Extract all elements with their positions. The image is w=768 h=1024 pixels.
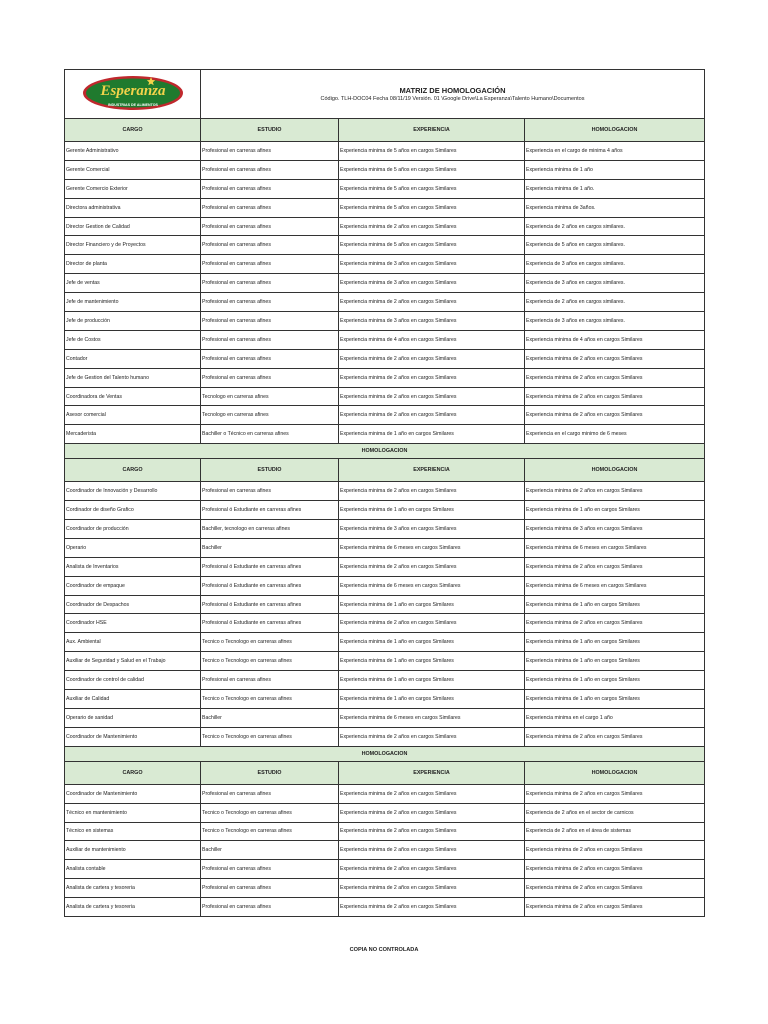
header-row [65, 70, 705, 119]
cell-cargo: Jefe de mantenimiento [65, 293, 201, 312]
section-band-label: HOMOLOGACION [65, 444, 705, 459]
cell-estudio: Tecnico o Tecnologo en carreras afines [201, 633, 339, 652]
section-band-label: HOMOLOGACION [65, 746, 705, 761]
cell-estudio: Bachiller o Técnico en carreras afines [201, 425, 339, 444]
cell-experiencia: Experiencia minima de 2 años en cargos Similares [339, 841, 525, 860]
column-header-estudio: ESTUDIO [201, 459, 339, 482]
cell-homologacion: Experiencia minima de 1 año en cargos Similares [525, 633, 705, 652]
cell-cargo: Gerente Administrativo [65, 142, 201, 161]
cell-experiencia: Experiencia minima de 2 años en cargos Similares [339, 879, 525, 898]
cell-experiencia: Experiencia minima de 2 años en cargos Similares [339, 482, 525, 501]
cell-cargo: Auxiliar de mantenimiento [65, 841, 201, 860]
document [64, 69, 704, 917]
cell-homologacion: Experiencia de 2 años en el área de sistemas [525, 822, 705, 841]
cell-homologacion: Experiencia minima de 4 años en cargos Similares [525, 330, 705, 349]
cell-estudio: Tecnologo en carreras afines [201, 387, 339, 406]
cell-estudio: Bachiller, tecnologo en carreras afines [201, 520, 339, 539]
column-header-homologacion: HOMOLOGACION [525, 119, 705, 142]
cell-homologacion: Experiencia de 5 años en cargos similares. [525, 236, 705, 255]
cell-homologacion: Experiencia minima de 6 meses en cargos Similares [525, 538, 705, 557]
logo-subtext: INDUSTRIAS DE ALIMENTOS [107, 103, 158, 107]
column-header-row [65, 761, 705, 784]
cell-cargo: Director Gestion de Calidad [65, 217, 201, 236]
cell-estudio: Profesional en carreras afines [201, 179, 339, 198]
cell-experiencia: Experiencia minima de 1 año en cargos Similares [339, 690, 525, 709]
cell-estudio: Bachiller [201, 538, 339, 557]
cell-experiencia: Experiencia minima de 3 años en cargos Similares [339, 312, 525, 331]
cell-estudio: Profesional ó Estudiante en carreras afines [201, 595, 339, 614]
table-row [65, 349, 705, 368]
column-header-estudio: ESTUDIO [201, 761, 339, 784]
cell-cargo: Jefe de Gestion del Talento humano [65, 368, 201, 387]
company-logo [81, 73, 185, 113]
cell-experiencia: Experiencia minima de 5 años en cargos Similares [339, 198, 525, 217]
cell-experiencia: Experiencia minima de 3 años en cargos Similares [339, 274, 525, 293]
cell-homologacion: Experiencia minima de 2 años en cargos Similares [525, 898, 705, 917]
cell-estudio: Profesional en carreras afines [201, 217, 339, 236]
table-row [65, 538, 705, 557]
cell-experiencia: Experiencia minima de 5 años en cargos Similares [339, 142, 525, 161]
cell-experiencia: Experiencia minima de 2 años en cargos Similares [339, 406, 525, 425]
cell-homologacion: Experiencia minima de 2 años en cargos Similares [525, 387, 705, 406]
logo-text: Esperanza [99, 83, 166, 99]
table-row [65, 784, 705, 803]
cell-experiencia: Experiencia minima de 2 años en cargos Similares [339, 898, 525, 917]
cell-experiencia: Experiencia minima de 2 años en cargos Similares [339, 784, 525, 803]
cell-experiencia: Experiencia minima de 5 años en cargos Similares [339, 179, 525, 198]
document-title: MATRIZ DE HOMOLOGACIÓN [399, 86, 506, 95]
cell-experiencia: Experiencia minima de 2 años en cargos Similares [339, 557, 525, 576]
cell-cargo: Coordinadora de Ventas [65, 387, 201, 406]
column-header-experiencia: EXPERIENCIA [339, 761, 525, 784]
cell-experiencia: Experiencia minima de 6 meses en cargos Similares [339, 576, 525, 595]
table-row [65, 557, 705, 576]
cell-experiencia: Experiencia minima de 2 años en cargos Similares [339, 803, 525, 822]
cell-estudio: Profesional en carreras afines [201, 349, 339, 368]
cell-cargo: Gerente Comercial [65, 160, 201, 179]
column-header-homologacion: HOMOLOGACION [525, 459, 705, 482]
cell-cargo: Técnico en mantenimiento [65, 803, 201, 822]
cell-experiencia: Experiencia minima de 2 años en cargos Similares [339, 860, 525, 879]
cell-homologacion: Experiencia de 2 años en cargos similares. [525, 217, 705, 236]
column-header-cargo: CARGO [65, 459, 201, 482]
table-row [65, 671, 705, 690]
cell-homologacion: Experiencia minima de 1 año [525, 160, 705, 179]
table-row [65, 312, 705, 331]
cell-homologacion: Experiencia minima de 2 años en cargos Similares [525, 406, 705, 425]
cell-experiencia: Experiencia minima de 1 año en cargos Similares [339, 425, 525, 444]
cell-cargo: Jefe de producción [65, 312, 201, 331]
cell-homologacion: Experiencia de 3 años en cargos similares. [525, 274, 705, 293]
column-header-cargo: CARGO [65, 761, 201, 784]
cell-estudio: Profesional en carreras afines [201, 879, 339, 898]
table-row [65, 595, 705, 614]
cell-homologacion: Experiencia minima de 2 años en cargos Similares [525, 614, 705, 633]
cell-estudio: Bachiller [201, 841, 339, 860]
cell-cargo: Cordinador de diseño Grafico [65, 501, 201, 520]
cell-cargo: Coordinador de control de calidad [65, 671, 201, 690]
cell-homologacion: Experiencia minima de 1 año en cargos Similares [525, 652, 705, 671]
table-row [65, 879, 705, 898]
cell-experiencia: Experiencia minima de 2 años en cargos Similares [339, 614, 525, 633]
cell-homologacion: Experiencia minima de 2 años en cargos Similares [525, 860, 705, 879]
cell-cargo: Operario de sanidad [65, 708, 201, 727]
cell-cargo: Coordinador HSE [65, 614, 201, 633]
cell-experiencia: Experiencia minima de 1 año en cargos Similares [339, 595, 525, 614]
cell-homologacion: Experiencia de 3 años en cargos similares. [525, 255, 705, 274]
table-row [65, 274, 705, 293]
cell-homologacion: Experiencia minima de 2 años en cargos Similares [525, 784, 705, 803]
cell-cargo: Mercaderista [65, 425, 201, 444]
cell-homologacion: Experiencia en el cargo de minima 4 años [525, 142, 705, 161]
cell-experiencia: Experiencia minima de 1 año en cargos Similares [339, 652, 525, 671]
cell-estudio: Profesional en carreras afines [201, 274, 339, 293]
table-row [65, 501, 705, 520]
cell-cargo: Coordinador de Innovación y Desarrollo [65, 482, 201, 501]
cell-estudio: Tecnico o Tecnologo en carreras afines [201, 652, 339, 671]
cell-homologacion: Experiencia minima en el cargo 1 año [525, 708, 705, 727]
table-row [65, 198, 705, 217]
table-row [65, 690, 705, 709]
cell-estudio: Profesional en carreras afines [201, 312, 339, 331]
cell-homologacion: Experiencia minima de 2 años en cargos Similares [525, 879, 705, 898]
cell-cargo: Contador [65, 349, 201, 368]
cell-estudio: Bachiller [201, 708, 339, 727]
cell-cargo: Jefe de ventas [65, 274, 201, 293]
cell-cargo: Auxiliar de Seguridad y Salud en el Trabajo [65, 652, 201, 671]
table-row [65, 708, 705, 727]
table-row [65, 236, 705, 255]
cell-homologacion: Experiencia minima de 2 años en cargos Similares [525, 841, 705, 860]
cell-experiencia: Experiencia minima de 6 meses en cargos Similares [339, 538, 525, 557]
cell-experiencia: Experiencia minima de 1 año en cargos Similares [339, 633, 525, 652]
cell-experiencia: Experiencia minima de 3 años en cargos Similares [339, 255, 525, 274]
column-header-row [65, 459, 705, 482]
cell-estudio: Tecnico o Tecnologo en carreras afines [201, 803, 339, 822]
cell-estudio: Profesional en carreras afines [201, 293, 339, 312]
cell-experiencia: Experiencia minima de 5 años en cargos Similares [339, 236, 525, 255]
column-header-row [65, 119, 705, 142]
cell-estudio: Profesional en carreras afines [201, 898, 339, 917]
cell-homologacion: Experiencia minima de 6 meses en cargos Similares [525, 576, 705, 595]
cell-estudio: Profesional en carreras afines [201, 330, 339, 349]
table-row [65, 368, 705, 387]
cell-experiencia: Experiencia minima de 2 años en cargos Similares [339, 822, 525, 841]
cell-estudio: Profesional en carreras afines [201, 142, 339, 161]
cell-experiencia: Experiencia minima de 3 años en cargos Similares [339, 520, 525, 539]
cell-cargo: Directora administrativa [65, 198, 201, 217]
cell-estudio: Profesional en carreras afines [201, 255, 339, 274]
cell-experiencia: Experiencia minima de 2 años en cargos Similares [339, 727, 525, 746]
cell-estudio: Profesional ó Estudiante en carreras afines [201, 501, 339, 520]
cell-estudio: Profesional en carreras afines [201, 671, 339, 690]
cell-homologacion: Experiencia de 3 años en cargos similares. [525, 312, 705, 331]
table-row [65, 217, 705, 236]
cell-experiencia: Experiencia minima de 5 años en cargos Similares [339, 160, 525, 179]
cell-cargo: Coordinador de empaque [65, 576, 201, 595]
column-header-experiencia: EXPERIENCIA [339, 119, 525, 142]
cell-estudio: Tecnico o Tecnologo en carreras afines [201, 727, 339, 746]
table-row [65, 425, 705, 444]
title-cell [201, 70, 705, 119]
cell-homologacion: Experiencia minima de 2 años en cargos Similares [525, 727, 705, 746]
cell-cargo: Aux. Ambiental [65, 633, 201, 652]
cell-homologacion: Experiencia minima de 2 años en cargos Similares [525, 557, 705, 576]
table-row [65, 803, 705, 822]
cell-estudio: Profesional ó Estudiante en carreras afines [201, 557, 339, 576]
cell-estudio: Profesional ó Estudiante en carreras afines [201, 576, 339, 595]
table-row [65, 520, 705, 539]
column-header-homologacion: HOMOLOGACION [525, 761, 705, 784]
cell-estudio: Profesional en carreras afines [201, 784, 339, 803]
cell-homologacion: Experiencia de 2 años en el sector de carnicos [525, 803, 705, 822]
cell-cargo: Analista de cartera y tesoreria [65, 898, 201, 917]
table-row [65, 822, 705, 841]
cell-experiencia: Experiencia minima de 2 años en cargos Similares [339, 293, 525, 312]
table-row [65, 614, 705, 633]
table-row [65, 841, 705, 860]
cell-estudio: Tecnologo en carreras afines [201, 406, 339, 425]
cell-cargo: Gerente Comercio Exterior [65, 179, 201, 198]
cell-homologacion: Experiencia minima de 2 años en cargos Similares [525, 349, 705, 368]
cell-cargo: Operario [65, 538, 201, 557]
cell-experiencia: Experiencia minima de 2 años en cargos Similares [339, 368, 525, 387]
table-row [65, 142, 705, 161]
table-row [65, 576, 705, 595]
cell-experiencia: Experiencia minima de 1 año en cargos Similares [339, 501, 525, 520]
table-row [65, 179, 705, 198]
table-row [65, 255, 705, 274]
cell-cargo: Director de planta [65, 255, 201, 274]
table-row [65, 293, 705, 312]
cell-cargo: Coordinador de Mantenimiento [65, 727, 201, 746]
cell-homologacion: Experiencia minima de 2 años en cargos Similares [525, 482, 705, 501]
cell-homologacion: Experiencia minima de 3años. [525, 198, 705, 217]
cell-cargo: Coordinador de producción [65, 520, 201, 539]
section-band [65, 746, 705, 761]
cell-experiencia: Experiencia minima de 2 años en cargos Similares [339, 387, 525, 406]
cell-cargo: Director Financiero y de Proyectos [65, 236, 201, 255]
cell-experiencia: Experiencia minima de 6 meses en cargos Similares [339, 708, 525, 727]
cell-estudio: Profesional en carreras afines [201, 160, 339, 179]
cell-cargo: Técnico en sistemas [65, 822, 201, 841]
cell-experiencia: Experiencia minima de 2 años en cargos Similares [339, 349, 525, 368]
table-row [65, 160, 705, 179]
table-row [65, 633, 705, 652]
cell-estudio: Profesional en carreras afines [201, 236, 339, 255]
document-subtitle: Código. TLH-DOC04 Fecha 08/11/19 Versión. 01 \Google Drive\La Esperanza\Talento Humano\Documentos [320, 96, 585, 102]
cell-cargo: Coordinador de Mantenimiento [65, 784, 201, 803]
column-header-experiencia: EXPERIENCIA [339, 459, 525, 482]
cell-homologacion: Experiencia minima de 1 año. [525, 179, 705, 198]
cell-experiencia: Experiencia minima de 2 años en cargos Similares [339, 217, 525, 236]
cell-cargo: Analista de cartera y tesoreria [65, 879, 201, 898]
cell-cargo: Analista contable [65, 860, 201, 879]
table-row [65, 860, 705, 879]
cell-cargo: Jefe de Costos [65, 330, 201, 349]
cell-experiencia: Experiencia minima de 1 año en cargos Similares [339, 671, 525, 690]
cell-homologacion: Experiencia minima de 1 año en cargos Similares [525, 501, 705, 520]
cell-homologacion: Experiencia minima de 1 año en cargos Similares [525, 671, 705, 690]
cell-estudio: Tecnico o Tecnologo en carreras afines [201, 690, 339, 709]
section-band [65, 444, 705, 459]
footer-note: COPIA NO CONTROLADA [349, 947, 419, 953]
table-row [65, 387, 705, 406]
column-header-cargo: CARGO [65, 119, 201, 142]
cell-homologacion: Experiencia minima de 1 año en cargos Similares [525, 690, 705, 709]
table-row [65, 482, 705, 501]
table-row [65, 406, 705, 425]
column-header-estudio: ESTUDIO [201, 119, 339, 142]
cell-cargo: Coordinador de Despachos [65, 595, 201, 614]
cell-homologacion: Experiencia en el cargo minimo de 6 meses [525, 425, 705, 444]
table-row [65, 898, 705, 917]
cell-cargo: Asesor comercial [65, 406, 201, 425]
table-row [65, 652, 705, 671]
cell-cargo: Auxiliar de Calidad [65, 690, 201, 709]
cell-homologacion: Experiencia de 2 años en cargos similares. [525, 293, 705, 312]
cell-estudio: Tecnico o Tecnologo en carreras afines [201, 822, 339, 841]
cell-estudio: Profesional en carreras afines [201, 482, 339, 501]
table-row [65, 727, 705, 746]
logo-cell [65, 70, 201, 119]
cell-homologacion: Experiencia minima de 3 años en cargos Similares [525, 520, 705, 539]
cell-estudio: Profesional ó Estudiante en carreras afines [201, 614, 339, 633]
cell-homologacion: Experiencia minima de 2 años en cargos Similares [525, 368, 705, 387]
cell-experiencia: Experiencia minima de 4 años en cargos Similares [339, 330, 525, 349]
table-row [65, 330, 705, 349]
cell-homologacion: Experiencia minima de 1 año en cargos Similares [525, 595, 705, 614]
cell-estudio: Profesional en carreras afines [201, 368, 339, 387]
cell-estudio: Profesional en carreras afines [201, 198, 339, 217]
cell-cargo: Analista de Inventarios [65, 557, 201, 576]
homologation-table [64, 69, 705, 917]
cell-estudio: Profesional en carreras afines [201, 860, 339, 879]
